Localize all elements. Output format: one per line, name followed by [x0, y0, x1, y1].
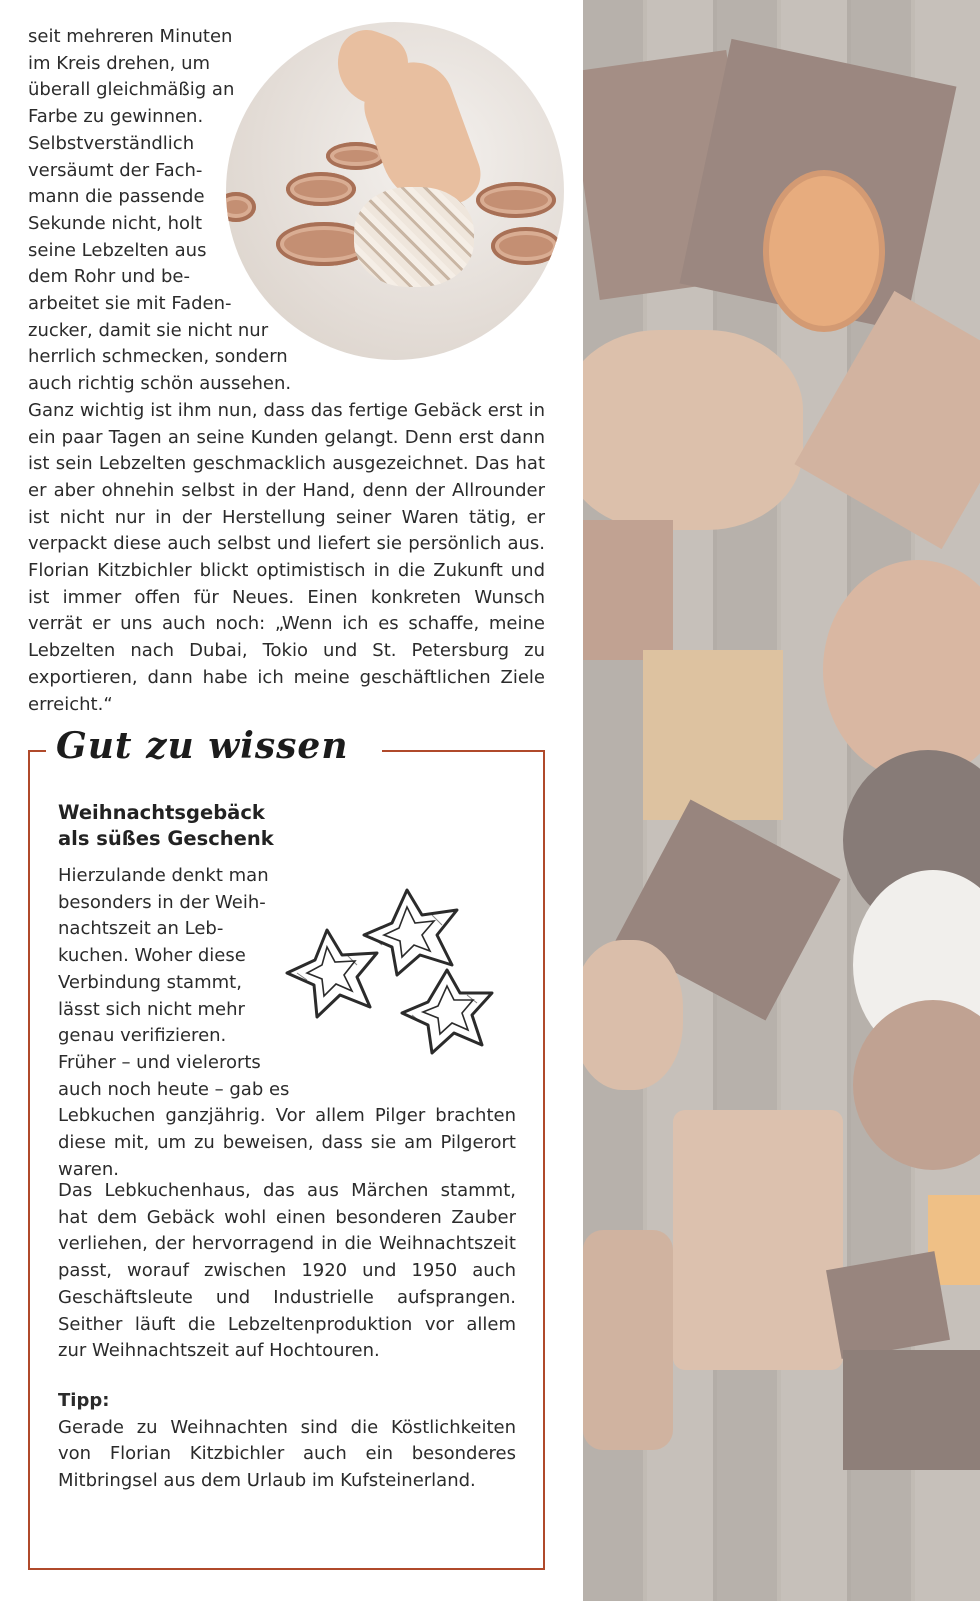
text-line: mann die passende — [28, 186, 205, 208]
tipp-label: Tipp: — [58, 1390, 110, 1411]
text-line: nachtszeit an Leb- — [58, 918, 224, 940]
text-line: Hierzulande denkt man — [58, 865, 269, 886]
text-line: auch noch heute – gab es — [58, 1078, 290, 1100]
star-cookie-icon — [402, 970, 492, 1053]
body-paragraph: Ganz wichtig ist ihm nun, dass das fertige Gebäck erst in ein paar Tagen an seine Kunden gelangt. Denn erst dann ist sein Lebzelten geschmacklich ausgezeichnet. Das hat er aber ohnehin selbst in der Hand, denn der Allrounder ist nicht nur in der Herstellung seiner Waren tätig, er verpackt diese auch selbst und liefert sie persönlich aus. Florian Kitzbichler blickt optimistisch in die Zukunft und ist immer offen für Neues. Einen konkreten Wunsch verrät er uns auch noch: „Wenn ich es schaffe, meine Lebzelten nach Dubai, Tokio und St. Petersburg zu exportieren, dann habe ich meine geschäftlichen Ziele erreicht.“ — [28, 399, 545, 715]
tipp-section — [58, 1388, 516, 1495]
star-cookie-icon — [287, 930, 377, 1017]
gingerbread-background-photo — [583, 0, 980, 1601]
info-box-border — [382, 750, 545, 752]
text-line: kuchen. Woher diese — [58, 945, 246, 967]
text-line: versäumt der Fach- — [28, 159, 203, 181]
text-line: herrlich schmecken, sondern — [28, 346, 288, 368]
text-line: Farbe zu gewinnen. — [28, 106, 204, 128]
text-line: lässt sich nicht mehr — [58, 998, 245, 1020]
text-line: Verbindung stammt, — [58, 971, 242, 993]
text-line: Sekunde nicht, holt — [28, 212, 203, 234]
text-line: seit mehreren Minuten — [28, 26, 233, 47]
text-line: überall gleichmäßig an — [28, 79, 235, 101]
text-line: genau verifizieren. — [58, 1025, 227, 1047]
tipp-text: Gerade zu Weihnachten sind die Köstlichkeiten von Florian Kitzbichler auch ein besonderes Mitbringsel aus dem Urlaub im Kufsteinerland. — [58, 1416, 516, 1492]
info-paragraph-1: Hierzulande denkt man besonders in der Weih- nachtszeit an Leb- kuchen. Woher diese Verbindung stammt, lässt sich nicht mehr genau verifizieren. Früher – und vielerorts auch noch heute – gab es Lebkuchen ganzjährig. Vor allem Pilger brachten diese mit, um zu beweisen, dass sie am Pilgerort waren. — [58, 865, 516, 1180]
info-box-border — [28, 750, 46, 752]
intro-text — [28, 24, 545, 718]
text-line: dem Rohr und be- — [28, 266, 190, 288]
text-line: Selbstverständlich — [28, 132, 195, 154]
info-paragraph-2: Das Lebkuchenhaus, das aus Märchen stammt, hat dem Gebäck wohl einen besonderen Zauber verliehen, der hervorragend in die Weihnachtszeit passt, worauf zwischen 1920 und 1950 auch Geschäftsleute und Industrielle aufsprangen. Seither läuft die Lebzeltenproduktion vor allem zur Weihnachtszeit auf Hochtouren. — [58, 1180, 516, 1362]
text-line: zucker, damit sie nicht nur — [28, 319, 269, 341]
text-line: arbeitet sie mit Faden- — [28, 293, 232, 315]
info-box-subtitle: Weihnachtsgebäck als süßes Geschenk — [58, 801, 274, 850]
star-cookie-icon — [364, 890, 457, 975]
text-line: seine Lebzelten aus — [28, 239, 207, 261]
info-box-title: Gut zu wissen — [56, 725, 349, 767]
star-cookies-illustration — [282, 885, 512, 1080]
text-line: Früher – und vielerorts — [58, 1051, 261, 1073]
text-line: besonders in der Weih- — [58, 891, 266, 913]
text-line: im Kreis drehen, um — [28, 52, 211, 74]
text-line: auch richtig schön aussehen. — [28, 373, 292, 395]
